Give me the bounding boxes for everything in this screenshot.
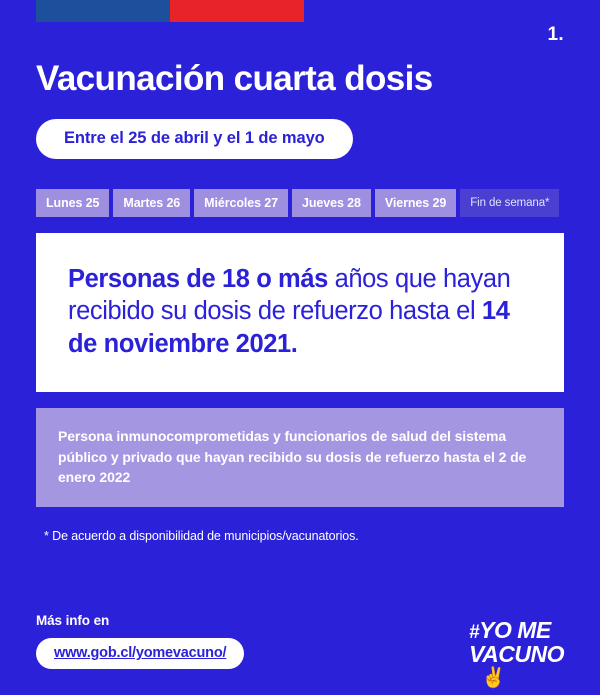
day-chip-friday: Viernes 29 — [375, 189, 456, 217]
eligibility-date-text: 14 de noviembre 2021. — [68, 297, 510, 358]
footer — [0, 613, 600, 689]
day-chip-tuesday: Martes 26 — [113, 189, 190, 217]
date-range-badge: Entre el 25 de abril y el 1 de mayo — [36, 119, 353, 159]
eligibility-card — [36, 233, 564, 393]
logo-line-2: VACUNO — [469, 640, 564, 667]
hash-icon: # — [469, 622, 480, 644]
eligibility-age-text: Personas de 18 o más — [68, 264, 328, 293]
flag-decoration — [36, 0, 304, 22]
logo-line-1-text: YO ME — [479, 617, 551, 644]
day-chip-weekend: Fin de semana* — [460, 189, 559, 217]
flag-bar-blue — [36, 0, 170, 22]
availability-footnote: * De acuerdo a disponibilidad de municipios/vacunatorios. — [44, 529, 359, 544]
day-chip-wednesday: Miércoles 27 — [194, 189, 288, 217]
day-chip-monday: Lunes 25 — [36, 189, 109, 217]
yomevacuno-logo — [469, 617, 564, 689]
secondary-eligibility-note: Persona inmunocomprometidas y funcionarios de salud del sistema público y privado que hayan recibido su dosis de refuerzo hasta el 2 de enero 2022 — [36, 408, 564, 507]
page-title: Vacunación cuarta dosis — [36, 59, 433, 98]
days-row — [36, 189, 564, 217]
day-chip-thursday: Jueves 28 — [292, 189, 371, 217]
more-info-label: Más info en — [36, 613, 110, 628]
website-link[interactable]: www.gob.cl/yomevacuno/ — [36, 638, 244, 669]
victory-hand-icon: ✌ — [481, 667, 506, 689]
more-info-block — [36, 613, 244, 669]
flag-bar-red — [170, 0, 304, 22]
eligibility-middle-text: años que hayan recibido su dosis de refuerzo hasta el — [68, 264, 511, 326]
page-number: 1. — [547, 24, 564, 45]
logo-line-1 — [469, 617, 564, 644]
